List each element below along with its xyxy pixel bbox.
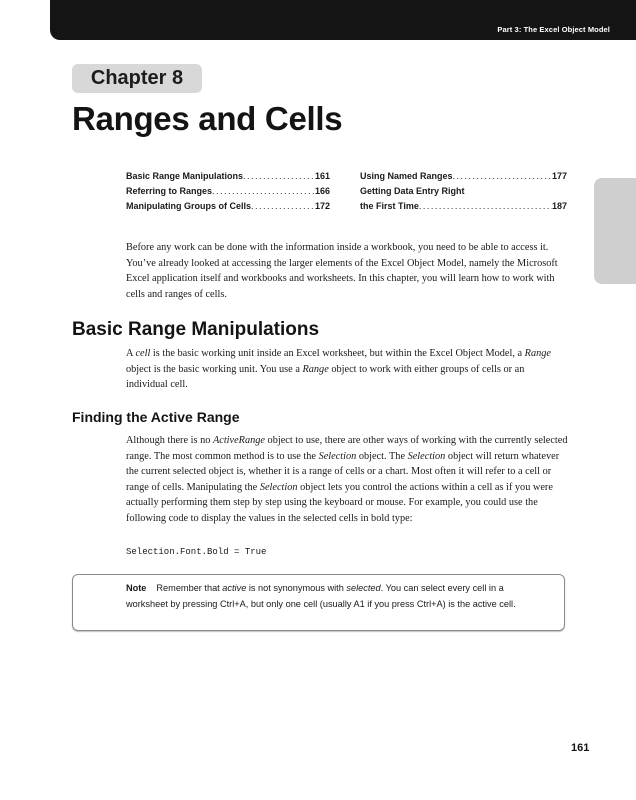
top-header-bar — [50, 0, 636, 40]
toc-entry-title: Referring to Ranges — [126, 186, 213, 196]
intro-paragraph: Before any work can be done with the information inside a workbook, you need to be able to access it. You’ve already looked at accessing the larger elements of the Excel Object Model, namely the Microsoft Excel application itself and workbooks and worksheets. In this chapter, you will learn how to work with cells and ranges of cells. — [126, 242, 558, 300]
term-activerange: ActiveRange — [212, 435, 265, 446]
toc-entry-page: 177 — [551, 171, 567, 181]
term-selection: Selection — [259, 481, 298, 493]
toc-leader-dots — [251, 199, 315, 214]
note-label: Note — [126, 583, 147, 593]
basic-range-paragraph: A cell is the basic working unit inside an Excel worksheet, but within the Excel Object Model, a Range object is the basic working unit. You use a Range object to work with either groups of cells or an individual cell. — [126, 348, 551, 390]
subsection-heading-active-range: Finding the Active Range — [72, 409, 240, 425]
term-selected: selected — [346, 583, 381, 593]
chapter-toc-right — [360, 169, 567, 214]
toc-entry-title: Basic Range Manipulations — [126, 171, 244, 181]
toc-entry — [360, 169, 567, 184]
page-number: 161 — [571, 742, 590, 754]
term-range: Range — [524, 348, 551, 359]
term-cell: cell — [135, 348, 151, 359]
note-text: Note Remember that active is not synonymous with selected. You can select every cell in a worksheet by pressing Ctrl+A, but only one cell (usually A1 if you press Ctrl+A) is the active cell. — [126, 583, 516, 609]
toc-entry-title: Getting Data Entry Right — [360, 186, 465, 196]
toc-leader-dots — [243, 169, 315, 184]
toc-leader-dots — [419, 199, 552, 214]
term-active: active — [222, 583, 247, 593]
code-sample: Selection.Font.Bold = True — [126, 547, 267, 557]
chapter-toc-left — [126, 169, 330, 214]
toc-entry-title: the First Time — [360, 201, 419, 211]
toc-entry-page: 187 — [551, 201, 567, 211]
term-selection: Selection — [318, 450, 357, 462]
chapter-title: Ranges and Cells — [72, 100, 343, 137]
toc-entry — [360, 199, 567, 214]
term-range: Range — [302, 363, 329, 375]
toc-entry-title: Using Named Ranges — [360, 171, 453, 181]
toc-entry-page: 172 — [314, 201, 330, 211]
term-selection: Selection — [407, 450, 446, 462]
toc-entry-page: 161 — [314, 171, 330, 181]
toc-entry — [126, 184, 330, 199]
section-heading-basic-range: Basic Range Manipulations — [72, 319, 320, 340]
note-box — [72, 574, 565, 631]
toc-entry — [126, 199, 330, 214]
active-range-paragraph: Although there is no ActiveRange object to use, there are other ways of working with the currently selected range. The most common method is to use the Selection object. The Selection object will return whatever the current selected object is, whether it is a range of cells or a chart. Most often it will refer to a cell or range of cells. Manipulating the Selection object lets you control the actions within a cell as if you were actually performing them step by step using the keyboard or mouse. For example, you could use the following code to display the values in the selected cells in bold type: — [126, 435, 568, 524]
toc-leader-dots — [212, 184, 315, 199]
toc-entry — [360, 184, 567, 199]
toc-leader-dots — [453, 169, 552, 184]
chapter-label: Chapter 8 — [72, 64, 202, 93]
toc-entry — [126, 169, 330, 184]
toc-entry-page: 166 — [314, 186, 330, 196]
toc-entry-title: Manipulating Groups of Cells — [126, 201, 252, 211]
side-thumb-tab — [594, 178, 636, 284]
running-head: Part 3: The Excel Object Model — [497, 25, 610, 34]
